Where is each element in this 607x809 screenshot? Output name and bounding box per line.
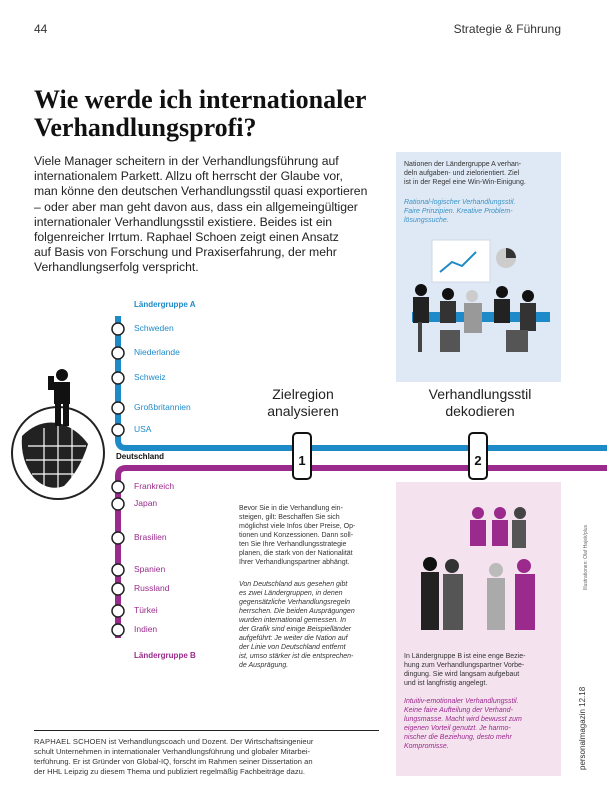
person-head (522, 290, 534, 302)
meeting-illustration (412, 240, 550, 352)
body-text-italic: Von Deutschland aus gesehen gibt es zwei Ländergruppen, in denen gegensätzliche Verhandlungsregeln herrschen. Die beiden Ausprägungen wurden international gemessen. In der Grafik sind einige Beispielländer aufgeführt: Je weiter die Nation auf der Linie von Deutschland entfernt ist, umso stärker ist die entsprechen- de Ausprägung. (239, 581, 355, 669)
globe-illustration (12, 369, 104, 499)
step-2-heading: Verhandlungsstil dekodieren (428, 386, 532, 419)
person-body (413, 297, 429, 323)
presentation-pie-slice (506, 248, 516, 258)
info-box-a-style: Rational-logischer Verhandlungsstil. Faire Prinzipien. Kreative Problem- lösungssuche. (404, 199, 516, 224)
page-number: 44 (34, 22, 48, 36)
station-grossbritannien (112, 402, 124, 414)
station-schweden (112, 323, 124, 335)
illustration-credit: Illustrationen: Olaf Hajek/plus (583, 524, 589, 590)
person-body (464, 303, 482, 333)
person-head (442, 288, 454, 300)
home-country-label: Deutschland (116, 452, 165, 461)
author-bio (34, 730, 379, 777)
route-line-group-a (118, 316, 607, 448)
country-label: Japan (134, 498, 158, 508)
info-box-b-style: Intuitiv-emotionaler Verhandlungsstil. Keine faire Aufteilung der Verhand- lungsmasse. Macht wird bewusst zum eigenen Vorteil genutzt. Je harmo- nischer die Beziehung, desto mehr Kompromisse. (404, 698, 522, 750)
country-label: Großbritannien (134, 402, 191, 412)
chair-leg (418, 322, 422, 352)
country-label: Frankreich (134, 481, 175, 491)
person-head (415, 284, 427, 296)
person-body (520, 303, 536, 331)
country-label: Niederlande (134, 347, 180, 357)
group-b-label: Ländergruppe B (134, 651, 196, 660)
author-name: RAPHAEL SCHOEN (34, 737, 107, 746)
country-label: USA (134, 424, 152, 434)
presentation-screen (432, 240, 490, 282)
person-body (440, 301, 456, 323)
country-label: Schweden (134, 323, 174, 333)
person-body (494, 299, 510, 323)
station-japan (112, 498, 124, 510)
country-label: Schweiz (134, 372, 166, 382)
step-1-number: 1 (298, 453, 306, 468)
country-label: Brasilien (134, 532, 167, 542)
station-usa (112, 424, 124, 436)
info-box-b-text: In Ländergruppe B ist eine enge Bezie- hung zum Verhandlungspartner Vorbe- dingung. Sie wird langsam aufgebaut und ist langfristig angelegt. (404, 653, 526, 687)
businessman-body (54, 382, 70, 404)
businessman-head (56, 369, 68, 381)
section-title: Strategie & Führung (453, 22, 561, 36)
station-indien (112, 624, 124, 636)
country-label: Indien (134, 624, 158, 634)
chair (440, 330, 460, 352)
chair (506, 330, 528, 352)
station-brasilien (112, 532, 124, 544)
article-lead: Viele Manager scheitern in der Verhandlungsführung auf internationalem Parkett. Allzu oft herrscht der Glaube vor, man könne den deutschen Verhandlungsstil quasi exportieren – oder aber man geht davon aus, dass ein allgemeingültiger internationaler Verhandlungsstil existiere. Beides ist ein folgenreicher Irrtum. Raphael Schoen zeigt einen Ansatz auf Basis von Forschung und Praxiserfahrung, der mehr Verhandlungserfolg verspricht. (34, 154, 368, 275)
station-spanien (112, 564, 124, 576)
relationship-illustration (421, 507, 535, 630)
group-a-label: Ländergruppe A (134, 300, 196, 309)
magazine-issue: personalmagazin 12.18 (578, 686, 587, 770)
country-label: Türkei (134, 605, 158, 615)
person-head (466, 290, 478, 302)
person-head (496, 286, 508, 298)
station-russland (112, 583, 124, 595)
author-bio-text: ist Verhandlungscoach und Dozent. Der Wirtschaftsingenieur schult Unternehmen in internationaler Verhandlungsführung und globaler Mitarbei- terführung. Er ist Gründer von Global-IQ, forscht im Rahmen seiner Dissertation an der HHL Leipzig zu diesem Thema und publiziert regelmäßig Fachbeiträge dazu. (34, 737, 314, 776)
info-box-a-text: Nationen der Ländergruppe A verhan- deln aufgaben- und zielorientiert. Ziel ist in der Regel eine Win-Win-Einigung. (404, 161, 526, 186)
country-label: Russland (134, 583, 170, 593)
station-frankreich (112, 481, 124, 493)
body-text: Bevor Sie in die Verhandlung ein- steigen, gilt: Beschaffen Sie sich möglichst viele Infos über Preise, Op- tionen und Konzessionen. Dann soll- ten Sie Ihre Verhandlungsstrategie planen, die stark von der Nationalität Ihrer Verhandlungspartner abhängt. (239, 505, 356, 566)
step-2-number: 2 (474, 453, 482, 468)
article-headline: Wie werde ich internationaler Verhandlungsprofi? (34, 85, 367, 142)
step-1-heading: Zielregion analysieren (267, 386, 339, 419)
station-niederlande (112, 347, 124, 359)
country-label: Spanien (134, 564, 166, 574)
station-schweiz (112, 372, 124, 384)
station-tuerkei (112, 605, 124, 617)
